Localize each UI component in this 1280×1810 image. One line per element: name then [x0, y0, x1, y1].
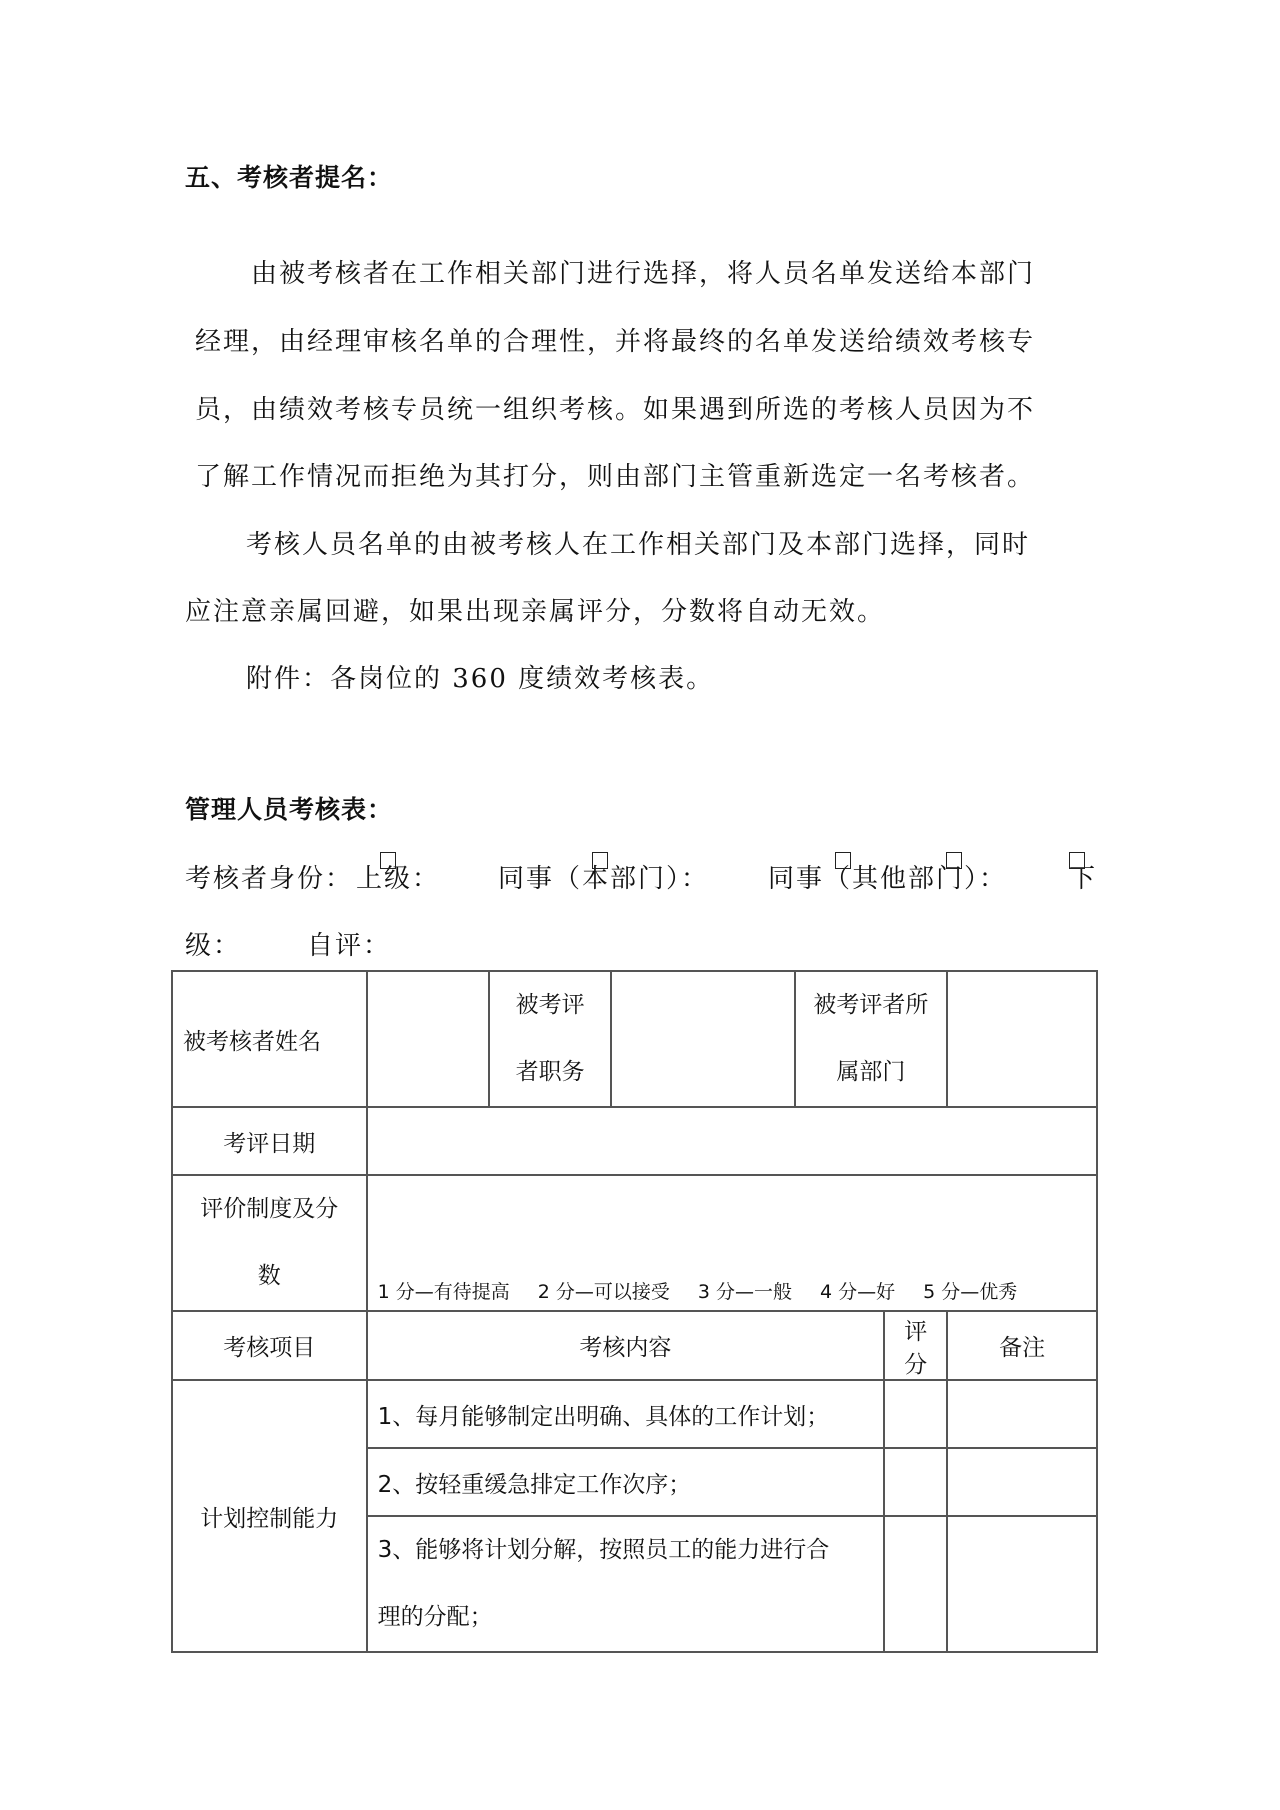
scoring-scale — [367, 1175, 1097, 1311]
form-title: 管理人员考核表： — [185, 795, 394, 824]
identity-option-peer-same-dept: 同事（本部门）： — [498, 864, 710, 894]
item-content — [367, 1516, 885, 1652]
score-field[interactable] — [884, 1380, 947, 1448]
identity-option-subordinate: 下 — [1069, 864, 1098, 894]
col-header-item: 考核项目 — [172, 1311, 367, 1380]
paragraph-line: 员，由绩效考核专员统一组织考核。如果遇到所选的考核人员因为不 — [195, 395, 1036, 425]
identity-option-subordinate-cont: 级： — [185, 931, 242, 961]
identity-option-superior: 上级： — [356, 864, 441, 894]
position-label-line1: 被考评 — [515, 992, 585, 1018]
remark-field[interactable] — [947, 1516, 1097, 1652]
checkbox-subordinate[interactable] — [946, 852, 962, 869]
date-field[interactable] — [367, 1107, 1097, 1175]
scoring-label-line2: 数 — [257, 1263, 281, 1289]
col-header-remark: 备注 — [947, 1311, 1097, 1380]
attachment-note: 附件：各岗位的 360 度绩效考核表。 — [246, 664, 715, 694]
scale-item: 4 分—好 — [819, 1281, 896, 1303]
section-heading: 五、考核者提名： — [185, 163, 394, 192]
checkbox-peer-other-dept[interactable] — [835, 852, 851, 869]
column-header-row — [172, 1311, 1097, 1380]
date-label: 考评日期 — [172, 1107, 367, 1175]
name-label: 被考核者姓名 — [172, 971, 367, 1107]
identity-label: 考核者身份： — [185, 864, 354, 894]
item-content: 1、每月能够制定出明确、具体的工作计划； — [367, 1380, 885, 1448]
dept-label-line2: 属部门 — [836, 1059, 906, 1085]
dept-field[interactable] — [947, 971, 1097, 1107]
scoring-label — [172, 1175, 367, 1311]
checkbox-superior[interactable] — [380, 852, 396, 869]
position-field[interactable] — [611, 971, 795, 1107]
col-header-score: 评分 — [884, 1311, 947, 1380]
scale-item: 2 分—可以接受 — [537, 1281, 670, 1303]
position-label — [489, 971, 611, 1107]
checkbox-self[interactable] — [1069, 852, 1085, 869]
dept-label-line1: 被考评者所 — [813, 992, 929, 1018]
paragraph-line: 考核人员名单的由被考核人在工作相关部门及本部门选择，同时 — [246, 530, 1031, 560]
score-field[interactable] — [884, 1448, 947, 1516]
table-row — [172, 1380, 1097, 1448]
paragraph-line: 了解工作情况而拒绝为其打分，则由部门主管重新选定一名考核者。 — [195, 462, 1036, 492]
identity-option-self: 自评： — [307, 931, 392, 961]
item-content-line1: 3、能够将计划分解，按照员工的能力进行合 — [377, 1537, 830, 1563]
scoring-row — [172, 1175, 1097, 1311]
remark-field[interactable] — [947, 1380, 1097, 1448]
score-field[interactable] — [884, 1516, 947, 1652]
col-header-content: 考核内容 — [367, 1311, 885, 1380]
scale-item: 3 分—一般 — [697, 1281, 792, 1303]
remark-field[interactable] — [947, 1448, 1097, 1516]
scale-item: 5 分—优秀 — [923, 1281, 1018, 1303]
scoring-label-line1: 评价制度及分 — [200, 1196, 339, 1222]
paragraph-line: 经理，由经理审核名单的合理性，并将最终的名单发送给绩效考核专 — [195, 327, 1036, 357]
scale-item: 1 分—有待提高 — [377, 1281, 510, 1303]
identity-option-peer-other-dept: 同事（其他部门）： — [768, 864, 1008, 894]
paragraph-line: 由被考核者在工作相关部门进行选择，将人员名单发送给本部门 — [251, 259, 1036, 289]
item-content: 2、按轻重缓急排定工作次序； — [367, 1448, 885, 1516]
info-row — [172, 971, 1097, 1107]
item-category: 计划控制能力 — [172, 1380, 367, 1652]
paragraph-line: 应注意亲属回避，如果出现亲属评分，分数将自动无效。 — [185, 597, 886, 627]
date-row — [172, 1107, 1097, 1175]
dept-label — [795, 971, 948, 1107]
checkbox-peer-same-dept[interactable] — [592, 852, 608, 869]
item-content-line2: 理的分配； — [377, 1604, 493, 1630]
evaluation-table — [171, 970, 1098, 1653]
position-label-line2: 者职务 — [515, 1059, 585, 1085]
name-field[interactable] — [367, 971, 490, 1107]
